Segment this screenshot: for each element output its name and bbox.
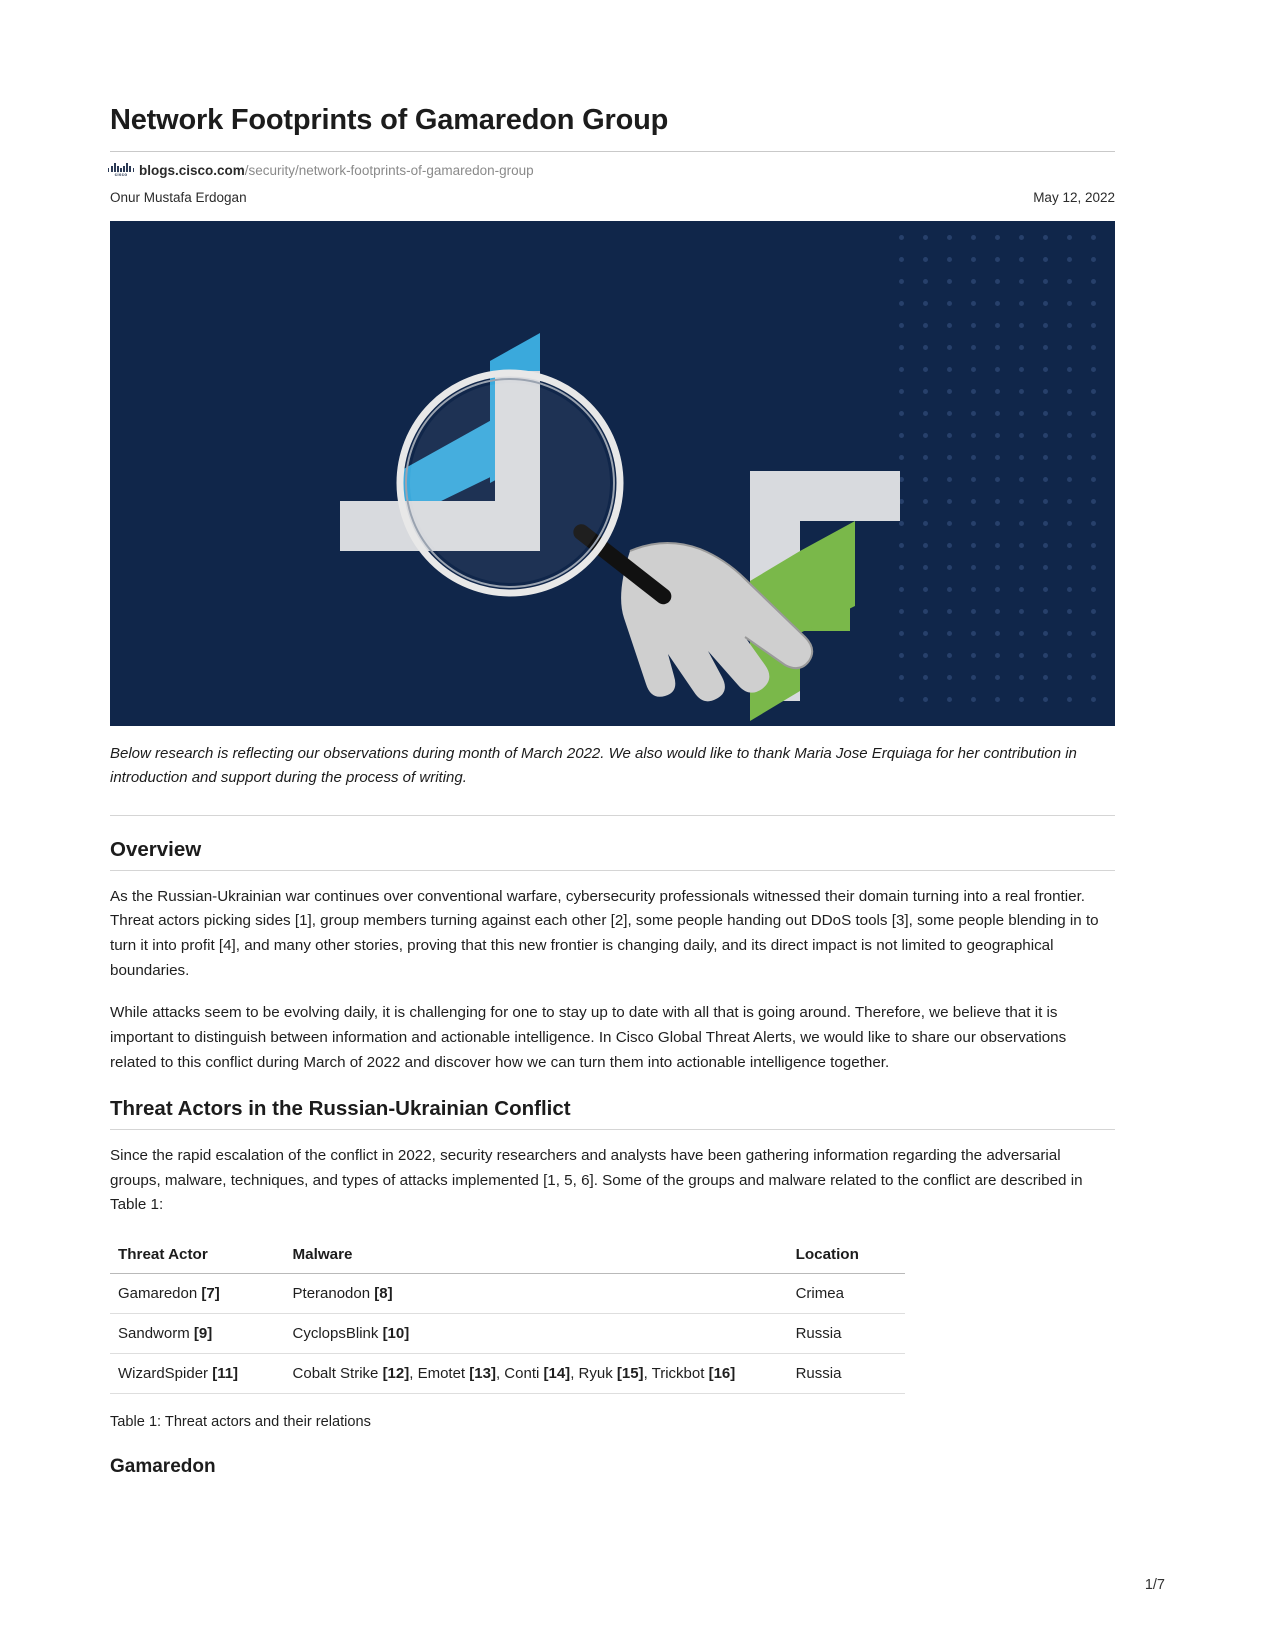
- article-meta: [110, 190, 1115, 205]
- cell-malware: [285, 1354, 788, 1394]
- malware-reference: [10]: [382, 1325, 410, 1343]
- actor-name: Gamaredon: [118, 1285, 198, 1303]
- title-divider: [110, 151, 1115, 152]
- subsection-heading-gamaredon: Gamaredon: [110, 1456, 216, 1478]
- threat-actors-underline: [110, 1129, 1115, 1130]
- cell-threat-actor: [110, 1274, 285, 1314]
- column-header-location: Location: [788, 1240, 905, 1274]
- cisco-bars-icon: [108, 163, 134, 172]
- section-heading-overview: Overview: [110, 837, 202, 861]
- source-domain: blogs.cisco.com: [139, 162, 245, 178]
- cell-malware: [285, 1314, 788, 1354]
- source-path: /security/network-footprints-of-gamaredon-group: [244, 162, 534, 178]
- overview-paragraph-2: While attacks seem to be evolving daily, it is challenging for one to stay up to date with all that is going around. Therefore, we believe that it is important to distinguish between information and actionable intelligence. In Cisco Global Threat Alerts, we would like to share our observations related to this conflict during March of 2022 and discover how we can turn them into actionable intelligence together.: [110, 1004, 1067, 1071]
- table-caption: Table 1: Threat actors and their relations: [110, 1414, 371, 1431]
- magnifying-glass-illustration: [110, 221, 1115, 726]
- cisco-wordmark: cisco: [114, 172, 128, 178]
- source-link[interactable]: [110, 162, 1115, 178]
- actor-reference: [7]: [201, 1285, 220, 1303]
- cell-location: Crimea: [788, 1274, 905, 1314]
- cell-malware: [285, 1274, 788, 1314]
- threat-actor-table: [110, 1240, 905, 1394]
- malware-extra: , Emotet [13], Conti [14], Ryuk [15], Trickbot [16]: [409, 1365, 736, 1383]
- malware-name: CyclopsBlink: [292, 1325, 379, 1343]
- actor-name: Sandworm: [118, 1325, 190, 1343]
- page-title: Network Footprints of Gamaredon Group: [110, 104, 669, 136]
- publish-date: May 12, 2022: [1033, 190, 1115, 206]
- cell-location: Russia: [788, 1314, 905, 1354]
- overview-underline: [110, 870, 1115, 871]
- column-header-threat-actor: Threat Actor: [110, 1240, 285, 1274]
- malware-reference: [8]: [374, 1285, 393, 1303]
- actor-reference: [9]: [193, 1325, 213, 1343]
- page-number: 1/7: [1144, 1577, 1165, 1593]
- actor-reference: [11]: [212, 1365, 239, 1383]
- malware-name: Pteranodon: [292, 1285, 371, 1303]
- malware-reference: [12]: [382, 1365, 410, 1383]
- cisco-logo: [110, 162, 132, 178]
- table-row: [110, 1314, 905, 1354]
- cell-threat-actor: [110, 1314, 285, 1354]
- column-header-malware: Malware: [285, 1240, 788, 1274]
- table-row: [110, 1354, 905, 1394]
- overview-paragraph-1: As the Russian-Ukrainian war continues over conventional warfare, cybersecurity professionals witnessed their domain turning into a real frontier. Threat actors picking sides [1], group members turning against each other [2], some people handing out DDoS tools [3], some people blending in to turn it into profit [4], and many other stories, proving that this new frontier is changing daily, and its direct impact is not limited to geographical boundaries.: [110, 887, 1099, 979]
- author-name: Onur Mustafa Erdogan: [110, 190, 247, 206]
- image-caption: Below research is reflecting our observations during month of March 2022. We also would like to thank Maria Jose Erquiaga for her contribution in introduction and support during the process of writing.: [110, 745, 1077, 786]
- cell-threat-actor: [110, 1354, 285, 1394]
- threat-actors-paragraph-1: Since the rapid escalation of the conflict in 2022, security researchers and analysts have been gathering information regarding the adversarial groups, malware, techniques, and types of attacks implemented [1, 5, 6]. Some of the groups and malware related to the conflict are described in Table 1:: [110, 1147, 1083, 1214]
- cell-location: Russia: [788, 1354, 905, 1394]
- document-content: [110, 104, 1115, 1478]
- table-header-row: [110, 1240, 905, 1274]
- table-row: [110, 1274, 905, 1314]
- hero-image: [110, 221, 1115, 726]
- caption-divider: [110, 815, 1115, 816]
- malware-name: Cobalt Strike: [292, 1365, 379, 1383]
- actor-name: WizardSpider: [118, 1365, 209, 1383]
- section-heading-threat-actors: Threat Actors in the Russian-Ukrainian Conflict: [110, 1097, 571, 1121]
